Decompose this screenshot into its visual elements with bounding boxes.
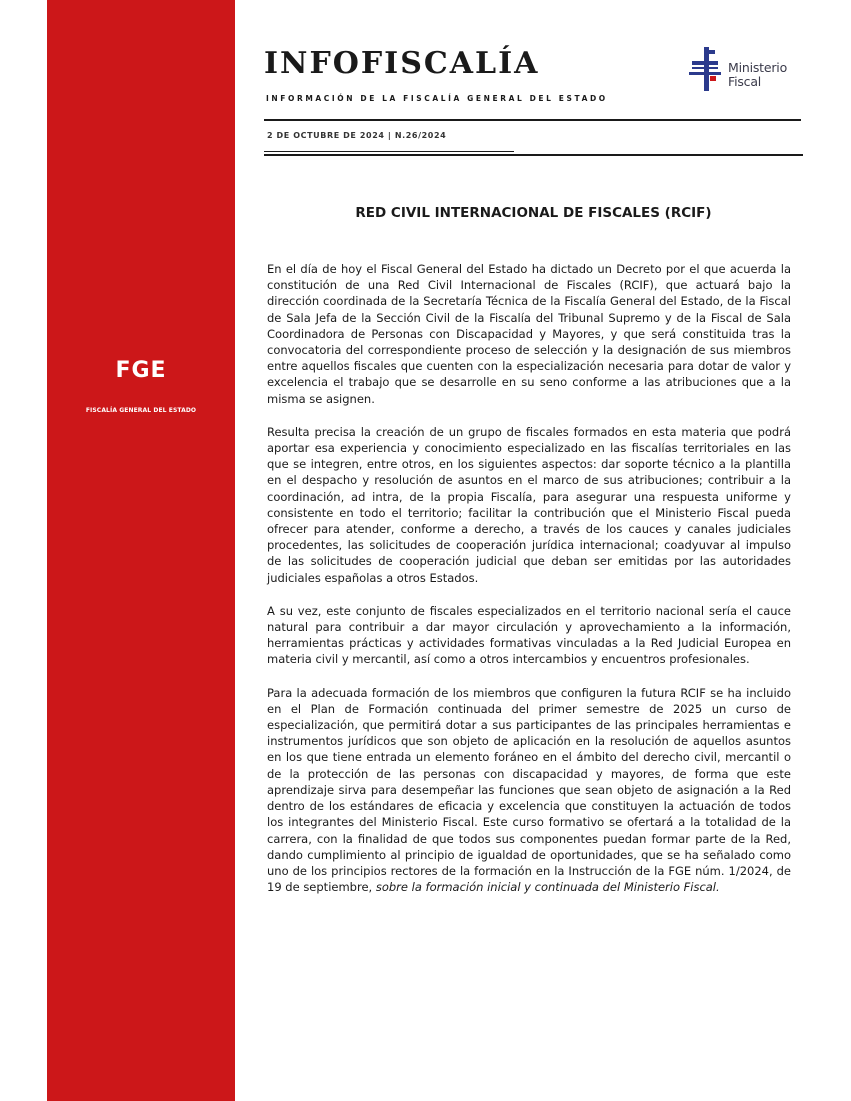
article-paragraph-final: [267, 685, 791, 896]
newsletter-tagline: INFORMACIÓN DE LA FISCALÍA GENERAL DEL ESTADO: [266, 94, 608, 103]
article-paragraph: Resulta precisa la creación de un grupo de fiscales formados en esta materia que podrá aportar esa experiencia y conocimiento especializado en las fiscalías territoriales en las que se integren, entre otros, en los siguientes aspectos: dar soporte técnico a la plantilla en el despacho y resolución de asuntos en el marco de sus atribuciones; contribuir a la coordinación, ad intra, de la propia Fiscalía, para asegurar una respuesta uniforme y consistente en todo el territorio; facilitar la contribución que el Ministerio Fiscal pueda ofrecer para atender, conforme a derecho, a través de los cauces y canales judiciales procedentes, las solicitudes de cooperación jurídica internacional; coadyuvar al impulso de las solicitudes de cooperación judicial que deban ser emitidas por las autoridades judiciales españolas a otros Estados.: [267, 424, 791, 585]
header-divider: [264, 119, 801, 121]
sidebar-subtitle: FISCALÍA GENERAL DEL ESTADO: [85, 407, 197, 414]
dateline-divider: [264, 154, 803, 156]
ministerio-fiscal-logo-icon: [689, 47, 721, 91]
ministerio-fiscal-logo-text: [728, 61, 787, 89]
newsletter-title: INFOFISCALÍA: [264, 46, 540, 81]
logo-line-1: Ministerio: [728, 60, 788, 75]
article-title: RED CIVIL INTERNACIONAL DE FISCALES (RCIF): [355, 205, 712, 221]
article-paragraph: A su vez, este conjunto de fiscales especializados en el territorio nacional sería el cauce natural para contribuir a dar mayor circulación y aprovechamiento a la información, herramientas prácticas y actividades formativas vinculadas a la Red Judicial Europea en materia civil y mercantil, así como a otros intercambios y encuentros profesionales.: [267, 603, 791, 667]
sidebar: [47, 0, 235, 1101]
issue-dateline: 2 DE OCTUBRE DE 2024 | N.26/2024: [267, 131, 447, 140]
article-paragraph-text: Para la adecuada formación de los miembros que configuren la futura RCIF se ha incluido en el Plan de Formación continuada del primer semestre de 2025 un curso de especialización, que permitirá dotar a sus participantes de las principales herramientas e instrumentos jurídicos que son objeto de aplicación en la resolución de aquellos asuntos en los que tiene entrada un elemento foráneo en el ámbito del derecho civil, mercantil o de la protección de las personas con discapacidad y mayores, de forma que este aprendizaje sirva para desempeñar las funciones que sean objeto de asignación a la Red dentro de los estándares de eficacia y excelencia que constituyen la actuación de todos los integrantes del Ministerio Fiscal. Este curso formativo se ofertará a la totalidad de la carrera, con la finalidad de que todos sus componentes puedan formar parte de la Red, dando cumplimiento al principio de igualdad de oportunidades, que se ha señalado como uno de los principios rectores de la formación en la Instrucción de la FGE núm. 1/2024, de 19 de septiembre,: [267, 685, 791, 895]
dateline-divider-short: [264, 151, 514, 152]
instruction-title: sobre la formación inicial y continuada del Ministerio Fiscal.: [375, 880, 720, 895]
article-paragraph: En el día de hoy el Fiscal General del Estado ha dictado un Decreto por el que acuerda la constitución de una Red Civil Internacional de Fiscales (RCIF), que actuará bajo la dirección coordinada de la Secretaría Técnica de la Fiscalía General del Estado, de la Fiscal de Sala Jefa de la Sección Civil de la Fiscalía del Tribunal Supremo y de la Fiscal de Sala Coordinadora de Personas con Discapacidad y Mayores, y que será constituida tras la convocatoria del correspondiente proceso de selección y la designación de sus miembros entre aquellos fiscales que cuenten con la especialización necesaria para dotar de valor y excelencia el trabajo que se desarrolle en su seno conforme a las atribuciones que a la misma se asignen.: [267, 262, 791, 406]
article-body: [267, 261, 791, 912]
ministerio-fiscal-logo: [689, 47, 801, 91]
sidebar-title: FGE: [115, 358, 167, 383]
logo-line-2: Fiscal: [728, 74, 762, 89]
